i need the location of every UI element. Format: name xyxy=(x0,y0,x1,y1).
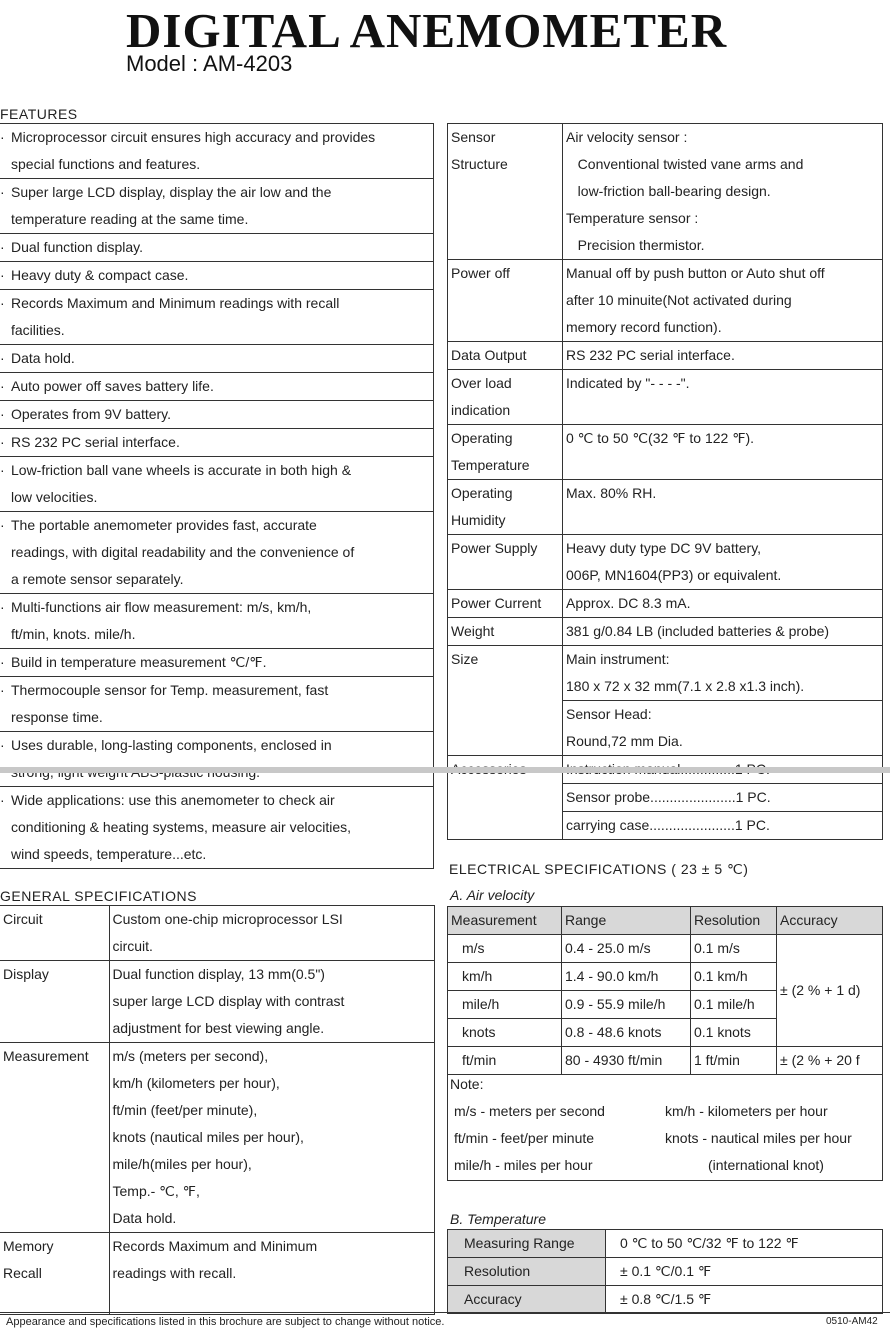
table-row: Data Output RS 232 PC serial interface. xyxy=(448,342,883,370)
feature-item: · Multi-functions air flow measurement: m/s, km/h, ft/min, knots. mile/h. xyxy=(0,594,434,649)
col-resolution: Resolution xyxy=(691,907,777,935)
feature-item: · RS 232 PC serial interface. xyxy=(0,429,434,457)
footer-disclaimer: Appearance and specifications listed in this brochure are subject to change without notice. xyxy=(6,1316,445,1328)
feature-item: · Heavy duty & compact case. xyxy=(0,262,434,290)
feature-item: · Records Maximum and Minimum readings with recall facilities. xyxy=(0,290,434,345)
table-row: Weight 381 g/0.84 LB (included batteries & probe) xyxy=(448,618,883,646)
accuracy-ftmin: ± (2 % + 20 f xyxy=(777,1047,883,1075)
table-row: km/h 1.4 - 90.0 km/h 0.1 km/h xyxy=(448,963,883,991)
table-row: Resolution ± 0.1 ℃/0.1 ℉ xyxy=(448,1258,883,1286)
feature-item: · Auto power off saves battery life. xyxy=(0,373,434,401)
feature-item: · Uses durable, long-lasting components, enclosed in xyxy=(0,732,434,787)
footer-code: 0510-AM42 xyxy=(826,1316,878,1327)
air-velocity-heading: A. Air velocity xyxy=(450,887,535,903)
table-row: Size Main instrument: 180 x 72 x 32 mm(7.1 x 2.8 x1.3 inch). xyxy=(448,646,883,701)
feature-item: · Thermocouple sensor for Temp. measurement, fast response time. xyxy=(0,677,434,732)
col-accuracy: Accuracy xyxy=(777,907,883,935)
table-row: Power Current Approx. DC 8.3 mA. xyxy=(448,590,883,618)
col-measurement: Measurement xyxy=(448,907,562,935)
table-row: Display Dual function display, 13 mm(0.5") super large LCD display with contrast adjustment for best viewing angle. xyxy=(0,961,434,1043)
features-heading: FEATURES xyxy=(0,106,78,122)
footer-divider xyxy=(0,1312,890,1313)
feature-item: · Operates from 9V battery. xyxy=(0,401,434,429)
page-title: DIGITAL ANEMOMETER xyxy=(126,3,728,58)
accuracy-main: ± (2 % + 1 d) xyxy=(777,935,883,1047)
feature-item: · Low-friction ball vane wheels is accurate in both high & low velocities. xyxy=(0,457,434,512)
table-row: Sensor Head: Round,72 mm Dia. xyxy=(448,701,883,756)
feature-item: · Build in temperature measurement ℃/℉. xyxy=(0,649,434,677)
model-number: Model : AM-4203 xyxy=(126,51,293,76)
table-row: Measuring Range 0 ℃ to 50 ℃/32 ℉ to 122 ℉ xyxy=(448,1230,883,1258)
table-row: Operating Humidity Max. 80% RH. xyxy=(448,480,883,535)
feature-item: · Wide applications: use this anemometer to check air conditioning & heating systems, measure air velocities, wind speeds, temperature...etc. xyxy=(0,787,434,869)
feature-item: · Data hold. xyxy=(0,345,434,373)
table-row: Operating Temperature 0 ℃ to 50 ℃(32 ℉ to 122 ℉). xyxy=(448,425,883,480)
electrical-spec-heading: ELECTRICAL SPECIFICATIONS ( 23 ± 5 ℃) xyxy=(449,861,749,877)
table-row: Circuit Custom one-chip microprocessor LSI circuit. xyxy=(0,906,434,961)
units-note: Note: m/s - meters per second km/h - kilometers per hour ft/min - feet/per minute knots - nautical miles per hour mile/h - miles per hour (international knot) xyxy=(447,1068,883,1181)
table-row: Sensor probe......................1 PC. xyxy=(448,784,883,812)
table-row: ft/min 80 - 4930 ft/min 1 ft/min ± (2 % + 20 f xyxy=(448,1047,883,1075)
table-row: Power off Manual off by push button or Auto shut off after 10 minuite(Not activated during memory record function). xyxy=(448,260,883,342)
table-row: carrying case......................1 PC. xyxy=(448,812,883,840)
table-row: Accuracy ± 0.8 ℃/1.5 ℉ xyxy=(448,1286,883,1314)
general-spec-table xyxy=(0,905,435,1315)
feature-item: · Microprocessor circuit ensures high accuracy and provides special functions and features. xyxy=(0,124,434,179)
feature-item: · The portable anemometer provides fast, accurate readings, with digital readability and the convenience of a remote sensor separately. xyxy=(0,512,434,594)
table-row: Sensor Structure Air velocity sensor : Conventional twisted vane arms and low-friction ball-bearing design. Temperature sensor : Precision thermistor. xyxy=(448,124,883,260)
table-row: Power Supply Heavy duty type DC 9V battery, 006P, MN1604(PP3) or equivalent. xyxy=(448,535,883,590)
col-range: Range xyxy=(562,907,691,935)
scan-artifact-line xyxy=(0,767,890,773)
table-row: mile/h 0.9 - 55.9 mile/h 0.1 mile/h xyxy=(448,991,883,1019)
table-row: Measurement m/s (meters per second), km/h (kilometers per hour), ft/min (feet/per minute), knots (nautical miles per hour), mile/h(miles per hour), Temp.- ℃, ℉, Data hold. xyxy=(0,1043,434,1233)
physical-spec-table xyxy=(447,123,883,840)
temperature-heading: B. Temperature xyxy=(450,1211,546,1227)
feature-item: · Super large LCD display, display the air low and the temperature reading at the same time. xyxy=(0,179,434,234)
table-row: m/s 0.4 - 25.0 m/s 0.1 m/s ± (2 % + 1 d) xyxy=(448,935,883,963)
temperature-table xyxy=(447,1229,883,1314)
table-row: knots 0.8 - 48.6 knots 0.1 knots xyxy=(448,1019,883,1047)
table-row: Memory Recall Records Maximum and Minimum readings with recall. xyxy=(0,1233,434,1315)
air-velocity-header-row xyxy=(448,907,883,935)
air-velocity-table xyxy=(447,906,883,1075)
table-row: Over load indication Indicated by "- - - -". xyxy=(448,370,883,425)
features-list xyxy=(0,123,434,869)
feature-item: · Dual function display. xyxy=(0,234,434,262)
general-spec-heading: GENERAL SPECIFICATIONS xyxy=(0,888,197,904)
